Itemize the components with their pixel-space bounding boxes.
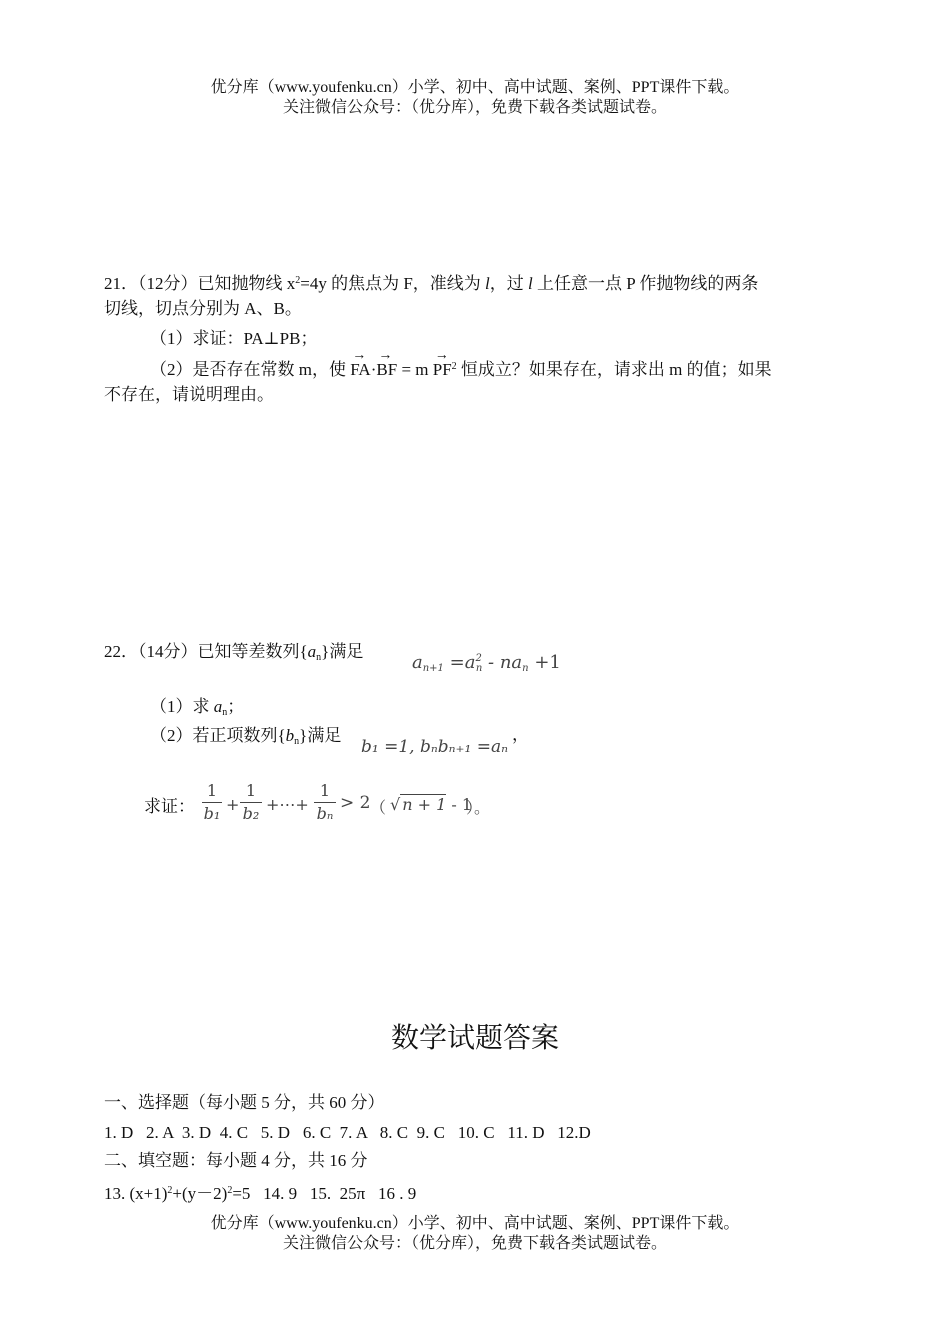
answers-section-1: 一、选择题（每小题 5 分，共 60 分） <box>104 1093 385 1112</box>
vector-bf: → BF <box>376 359 397 381</box>
greater-than-2: > 2 <box>340 793 371 813</box>
footer-line-2: 关注微信公众号：（优分库），免费下载各类试题试卷。 <box>282 1235 667 1252</box>
vector-arrow-icon: → <box>434 348 449 363</box>
plus-ellipsis: +⋯+ <box>266 795 309 814</box>
footer-line-1: 优分库（www.youfenku.cn）小学、初中、高中试题、案例、PPT课件下载。 <box>210 1215 740 1232</box>
q22-comma: ， <box>512 725 529 744</box>
q21-stem-line1: 21．（12分）已知抛物线 $x^2=4y$ 的焦点为 F，准线为 l，过 l 上任意一点 P 作抛物线的两条 <box>104 274 759 293</box>
vector-arrow-icon: → <box>352 348 367 363</box>
sqrt-icon: √ <box>390 795 401 814</box>
q21-part1: （1）求证：PA⊥PB； <box>150 329 318 348</box>
fraction-2: 1 b₂ <box>238 780 264 825</box>
fraction-1: 1 b₁ <box>203 781 221 823</box>
plus-sign: + <box>226 795 240 814</box>
header-line-2: 关注微信公众号：（优分库），免费下载各类试题试卷。 <box>282 99 667 116</box>
q22-part1: （1）求 $a_n$； <box>150 697 245 718</box>
q21-part2-line1: （2）是否存在常数 m，使 → FA· → BF = m → $PF^2$ 恒成立？如果存在，请求出 m 的值；如果 <box>150 356 772 381</box>
paren-close: ）。 <box>466 798 491 817</box>
vector-pf: → PF <box>433 359 452 381</box>
vector-fa: → FA <box>350 359 370 381</box>
q21-part2-line2: 不存在，请说明理由。 <box>104 385 274 404</box>
answers-title: 数学试题答案 <box>390 1023 559 1054</box>
q22-part2: （2）若正项数列$\{b_n\}$满足 <box>150 726 342 747</box>
vector-arrow-icon: → <box>378 348 393 363</box>
fraction-n: 1 bₙ <box>312 780 338 825</box>
paren-open: （ <box>370 798 387 817</box>
q21-stem-line2: 切线，切点分别为 A、B。 <box>104 299 302 318</box>
q22-formula: $a_{n+1} =a^2_n - na_n +1$ <box>412 652 561 674</box>
q22-formula-2: b₁ =1, bₙbₙ₊₁ =aₙ <box>361 737 508 757</box>
answers-section-2: 二、填空题：每小题 4 分，共 16 分 <box>104 1151 368 1170</box>
sqrt-expression: √ n + 1 - 1 <box>390 795 473 814</box>
q22-stem: 22．（14分）已知等差数列$\{a_n\}$满足 <box>104 642 364 663</box>
answers-choices: 1. D 2. A 3. D 4. C 5. D 6. C 7. A 8. C 9. C 10. C 11. D 12.D <box>104 1123 591 1142</box>
q22-prove-label: 求证： <box>144 797 195 816</box>
answers-fill: 13. $(x+1)^2+(y-2)^2=5$ 14. 9 15. 25π 16 . 9 <box>104 1184 417 1203</box>
header-line-1: 优分库（www.youfenku.cn）小学、初中、高中试题、案例、PPT课件下载。 <box>210 79 740 96</box>
